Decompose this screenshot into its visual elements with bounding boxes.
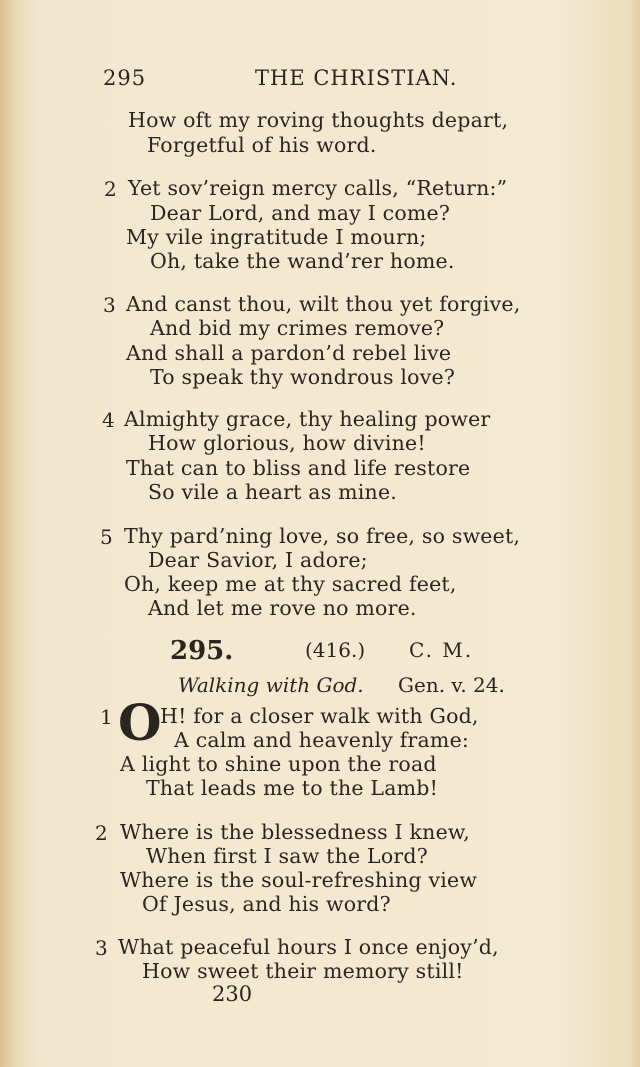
verse-number: 3 (103, 293, 116, 317)
hymn-line: That leads me to the Lamb! (146, 776, 439, 800)
hymn-line: Forgetful of his word. (147, 133, 377, 157)
verse-number: 3 (95, 936, 108, 960)
hymn-line: Almighty grace, thy healing power (124, 407, 491, 431)
hymn-line: And bid my crimes remove? (150, 316, 445, 340)
hymn-line: A calm and heavenly frame: (174, 728, 470, 752)
hymn-line: Dear Savior, I adore; (148, 548, 368, 572)
hymn-line: Dear Lord, and may I come? (150, 201, 451, 225)
hymn-line: My vile ingratitude I mourn; (126, 225, 427, 249)
page-number: 295 (103, 66, 147, 90)
hymn-line: How glorious, how divine! (148, 431, 426, 455)
hymn-line: When first I saw the Lord? (146, 844, 428, 868)
hymn-line: To speak thy wondrous love? (150, 365, 456, 389)
folio-number: 230 (212, 982, 253, 1006)
scripture-reference: Gen. v. 24. (398, 673, 505, 697)
hymn-line: How sweet their memory still! (142, 959, 464, 983)
hymn-line: A light to shine upon the road (120, 752, 437, 776)
verse-number: 4 (102, 408, 115, 432)
hymn-line: How oft my roving thoughts depart, (128, 108, 509, 132)
hymn-line: Where is the blessedness I knew, (120, 820, 470, 844)
hymn-line: Oh, take the wand’rer home. (150, 249, 455, 273)
hymn-line: Yet sov’reign mercy calls, “Return:” (128, 176, 508, 200)
meter: C. M. (409, 638, 474, 662)
hymn-line: Where is the soul-refreshing view (120, 868, 478, 892)
running-title: THE CHRISTIAN. (255, 66, 458, 90)
hymn-line: Of Jesus, and his word? (142, 892, 391, 916)
hymn-line: What peaceful hours I once enjoy’d, (118, 935, 499, 959)
hymn-number: 295. (170, 636, 234, 666)
hymn-line: So vile a heart as mine. (148, 480, 397, 504)
hymn-theme: Walking with God. (178, 673, 364, 697)
hymn-line: H! for a closer walk with God, (160, 704, 479, 728)
hymn-line: And let me rove no more. (148, 596, 417, 620)
verse-number: 2 (104, 177, 117, 201)
hymn-line: Oh, keep me at thy sacred feet, (124, 572, 457, 596)
verse-number: 5 (100, 525, 113, 549)
hymn-line: Thy pard’ning love, so free, so sweet, (124, 524, 521, 548)
verse-number: 1 (100, 705, 113, 729)
hymn-line: And shall a pardon’d rebel live (126, 341, 452, 365)
tune-number: (416.) (305, 638, 366, 662)
verse-number: 2 (95, 821, 108, 845)
hymn-line: That can to bliss and life restore (126, 456, 471, 480)
hymn-line: And canst thou, wilt thou yet forgive, (126, 292, 521, 316)
drop-cap: O (118, 693, 162, 752)
